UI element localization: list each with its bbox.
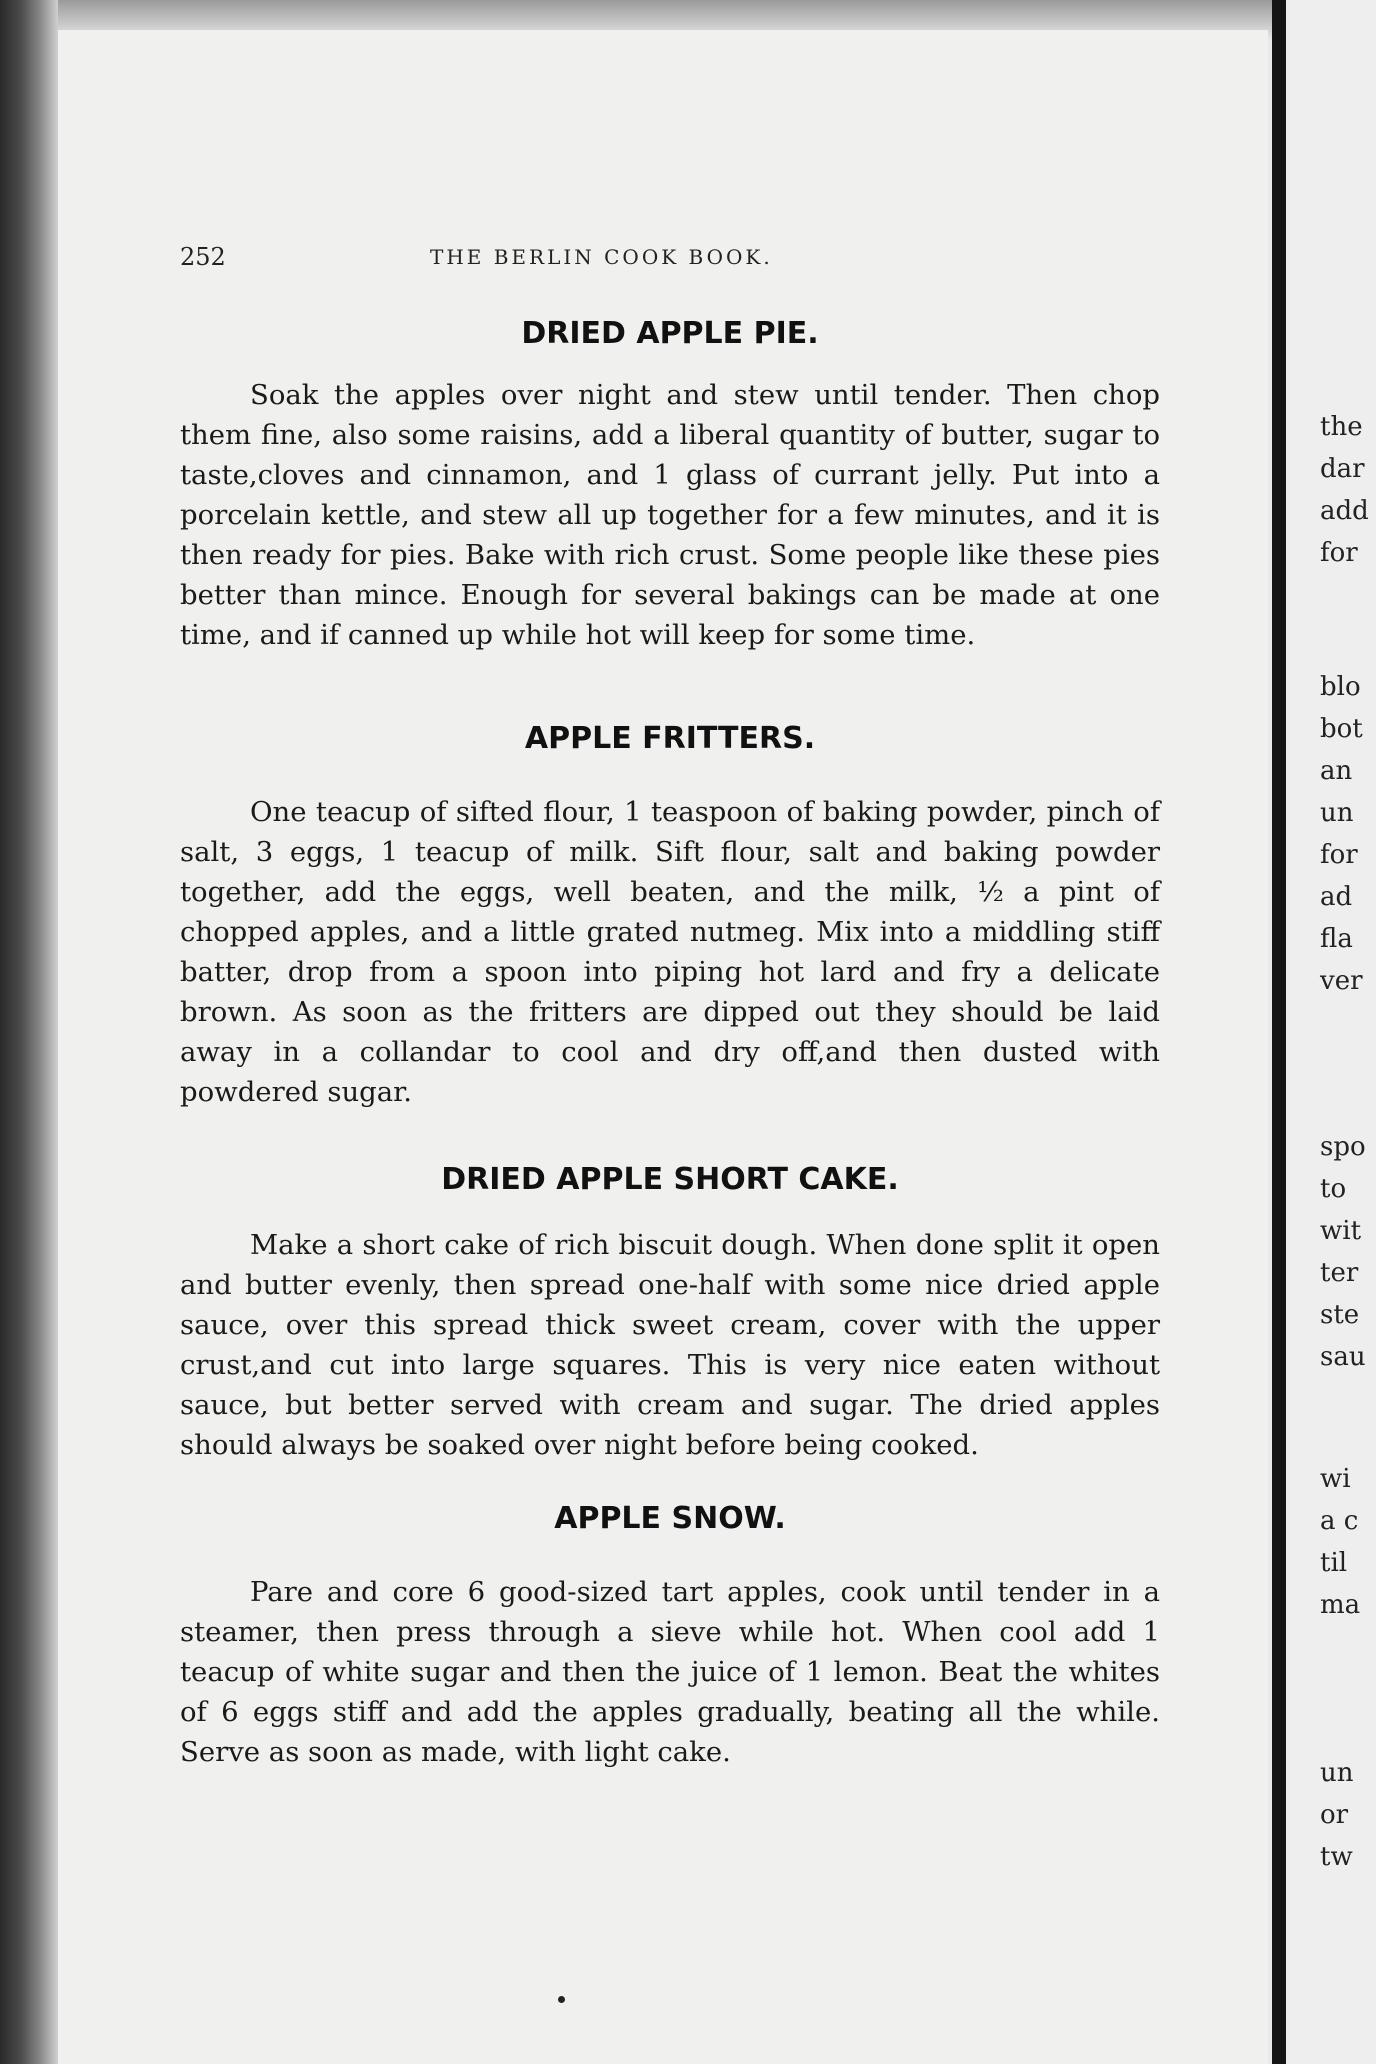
facing-fragment: or: [1320, 1800, 1349, 1830]
facing-fragment: ste: [1320, 1300, 1360, 1330]
page-gutter: [1272, 0, 1286, 2064]
facing-fragment: wit: [1320, 1216, 1362, 1246]
facing-fragment: sau: [1320, 1342, 1366, 1372]
facing-fragment: ver: [1320, 966, 1363, 996]
facing-fragment: ter: [1320, 1258, 1359, 1288]
running-head: [180, 243, 1080, 273]
facing-fragment: ad: [1320, 882, 1353, 912]
facing-fragment: wi: [1320, 1464, 1351, 1494]
facing-fragment: spo: [1320, 1132, 1366, 1162]
facing-fragment: add: [1320, 496, 1369, 526]
print-speck: [558, 1996, 565, 2003]
recipe-text-dried-apple-pie: Soak the apples over night and stew until tender. Then chop them fine, also some raisins, add a liberal quantity of butter, sugar to taste,cloves and cinnamon, and 1 glass of currant jelly. Put into a porcelain kettle, and stew all up together for a few minutes, and it is then ready for pies. Bake with rich crust. Some people like these pies better than mince. Enough for several bakings can be made at one time, and if canned up while hot will keep for some time.: [180, 379, 1160, 651]
recipe-title-dried-apple-short-cake: DRIED APPLE SHORT CAKE.: [441, 1162, 899, 1197]
recipe-title-apple-fritters: APPLE FRITTERS.: [524, 721, 816, 756]
facing-page: [1286, 0, 1376, 2064]
facing-fragment: the: [1320, 412, 1363, 442]
book-spine-edge: [0, 0, 58, 2064]
facing-fragment: un: [1320, 1758, 1354, 1788]
facing-fragment: for: [1320, 538, 1358, 568]
page-number: 252: [180, 243, 226, 271]
facing-fragment: til: [1320, 1548, 1348, 1578]
page-content: [180, 300, 1160, 1772]
recipe-title-dried-apple-pie: DRIED APPLE PIE.: [521, 316, 819, 351]
facing-fragment: for: [1320, 840, 1358, 870]
recipe-text-apple-snow: Pare and core 6 good-sized tart apples, cook until tender in a steamer, then press through a sieve while hot. When cool add 1 teacup of white sugar and then the juice of 1 lemon. Beat the whites of 6 eggs stiff and add the apples gradually, beating all the while. Serve as soon as made, with light cake.: [180, 1576, 1160, 1768]
running-title: THE BERLIN COOK BOOK.: [430, 245, 773, 269]
facing-fragment: tw: [1320, 1842, 1353, 1872]
facing-fragment: fla: [1320, 924, 1353, 954]
facing-fragment: un: [1320, 798, 1354, 828]
facing-fragment: blo: [1320, 672, 1361, 702]
facing-fragment: a c: [1320, 1506, 1359, 1536]
recipe-text-dried-apple-short-cake: Make a short cake of rich biscuit dough. When done split it open and butter evenly, then spread one-half with some nice dried apple sauce, over this spread thick sweet cream, cover with the upper crust,and cut into large squares. This is very nice eaten without sauce, but better served with cream and sugar. The dried apples should always be soaked over night before being cooked.: [180, 1229, 1160, 1461]
facing-fragment: ma: [1320, 1590, 1361, 1620]
facing-fragment: dar: [1320, 454, 1365, 484]
recipe-title-apple-snow: APPLE SNOW.: [554, 1501, 786, 1536]
facing-fragment: an: [1320, 756, 1353, 786]
recipe-text-apple-fritters: One teacup of sifted flour, 1 teaspoon of baking powder, pinch of salt, 3 eggs, 1 teacup of milk. Sift flour, salt and baking powder together, add the eggs, well beaten, and the milk, ½ a pint of chopped apples, and a little grated nutmeg. Mix into a middling stiff batter, drop from a spoon into piping hot lard and fry a delicate brown. As soon as the fritters are dipped out they should be laid away in a collandar to cool and dry off,and then dusted with powdered sugar.: [180, 796, 1160, 1108]
facing-fragment: to: [1320, 1174, 1347, 1204]
facing-fragment: bot: [1320, 714, 1363, 744]
